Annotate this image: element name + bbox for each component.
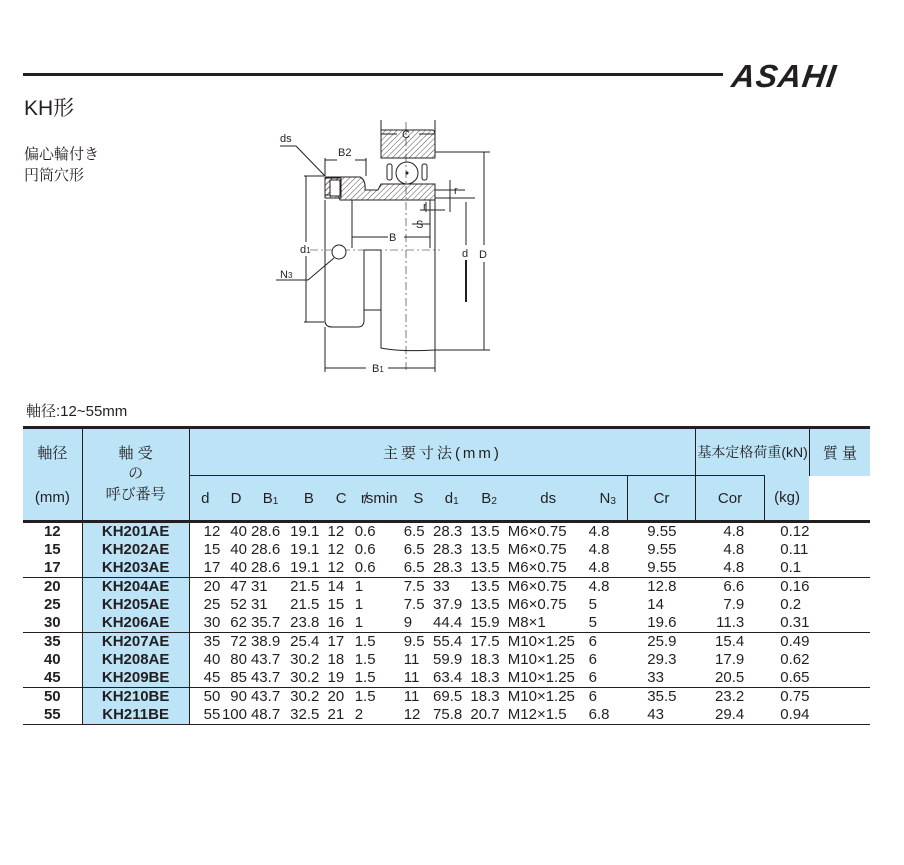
- cell-S: [404, 578, 433, 633]
- cell-d1: [433, 633, 470, 688]
- table-cell: 19: [327, 669, 345, 686]
- table-cell: 55: [203, 706, 221, 723]
- cell-model-number: [82, 688, 189, 725]
- table-cell: 0.75: [780, 688, 810, 705]
- cell-B1: [251, 578, 290, 633]
- table-cell: 7.5: [403, 578, 425, 595]
- subtitle: [24, 144, 99, 186]
- table-cell: 1: [354, 614, 364, 631]
- table-cell: 44.4: [433, 614, 463, 631]
- diagram-label-D: D: [479, 249, 487, 261]
- diagram-label-b1: B1: [372, 363, 384, 375]
- table-cell: 6.6: [723, 578, 745, 595]
- table-cell: 50: [43, 688, 61, 705]
- col-rsmin: r̸smin: [355, 476, 404, 522]
- diagram-label-n3: N3: [280, 269, 293, 281]
- table-cell: 4.8: [723, 541, 745, 558]
- cell-D: [221, 688, 251, 725]
- table-cell: 11: [403, 669, 420, 686]
- table-cell: 45: [43, 669, 61, 686]
- col-ds: ds: [508, 476, 589, 522]
- table-cell: 18.3: [470, 688, 500, 705]
- table-cell: 45: [203, 669, 221, 686]
- diagram-label-b: B: [389, 232, 397, 244]
- table-cell: 0.11: [780, 541, 809, 558]
- table-cell: 31: [250, 596, 268, 613]
- table-cell: 35: [203, 633, 221, 650]
- table-cell: M10×1.25: [507, 669, 575, 686]
- table-cell: 17.9: [715, 651, 745, 668]
- table-row-group: [23, 578, 870, 633]
- header-load-rating: 基本定格荷重(kN): [696, 428, 810, 476]
- table-cell: 17: [203, 559, 221, 576]
- table-cell: 19.1: [290, 523, 320, 540]
- col-Cor: Cor: [696, 476, 764, 522]
- table-cell: 23.8: [290, 614, 320, 631]
- table-cell: 31: [250, 578, 268, 595]
- cell-shaft-dia: [23, 578, 82, 633]
- table-cell: 25.9: [647, 633, 677, 650]
- cell-d: [189, 522, 221, 578]
- cell-N3: [589, 688, 628, 725]
- cell-rsmin: [355, 688, 404, 725]
- header-mass: 質 量: [809, 428, 870, 476]
- table-cell: KH202AE: [101, 541, 170, 558]
- cell-rsmin: [355, 522, 404, 578]
- table-cell: 40: [203, 651, 221, 668]
- table-cell: 62: [230, 614, 247, 631]
- table-cell: 1.5: [354, 669, 376, 686]
- table-cell: 12: [327, 541, 345, 558]
- cell-d1: [433, 578, 470, 633]
- brand-logo: ASAHI: [729, 58, 840, 94]
- cell-B2: [470, 578, 507, 633]
- cell-B2: [470, 633, 507, 688]
- table-cell: 15.9: [470, 614, 500, 631]
- table-cell: 40: [43, 651, 61, 668]
- header-bearing-number: [82, 428, 189, 522]
- table-cell: 25: [43, 596, 61, 613]
- table-cell: 4.8: [723, 559, 745, 576]
- cell-rsmin: [355, 633, 404, 688]
- table-cell: M10×1.25: [507, 688, 575, 705]
- table-cell: 18.3: [470, 651, 500, 668]
- table-cell: M12×1.5: [507, 706, 567, 723]
- table-cell: 28.3: [433, 559, 463, 576]
- subtitle-line: 円筒穴形: [24, 167, 85, 184]
- table-cell: 35.7: [250, 614, 281, 631]
- table-cell: 11: [403, 688, 420, 705]
- cell-mass: [764, 688, 809, 725]
- cell-C: [328, 578, 355, 633]
- cell-mass: [764, 522, 809, 578]
- table-cell: 40: [230, 523, 247, 540]
- table-cell: 4.8: [588, 578, 610, 595]
- table-cell: 85: [230, 669, 247, 686]
- table-cell: 25: [203, 596, 221, 613]
- cell-shaft-dia: [23, 522, 82, 578]
- cell-d1: [433, 688, 470, 725]
- bearing-diagram: [260, 120, 510, 380]
- table-cell: 6: [588, 633, 598, 650]
- table-cell: KH210BE: [101, 688, 170, 705]
- cell-Cor: [696, 633, 764, 688]
- cell-ds: [508, 633, 589, 688]
- table-cell: 6.5: [403, 523, 425, 540]
- table-cell: 20: [43, 578, 61, 595]
- table-cell: 1.5: [354, 633, 376, 650]
- table-cell: 30: [203, 614, 221, 631]
- cell-C: [328, 522, 355, 578]
- cell-d1: [433, 522, 470, 578]
- table-cell: 55: [43, 706, 61, 723]
- table-cell: 0.16: [780, 578, 810, 595]
- table-cell: 5: [588, 596, 598, 613]
- col-d1: $d_1$: [433, 476, 470, 522]
- table-cell: KH203AE: [101, 559, 170, 576]
- cell-D: [221, 578, 251, 633]
- table-cell: 16: [327, 614, 345, 631]
- table-cell: 69.5: [433, 688, 463, 705]
- cell-N3: [589, 578, 628, 633]
- spec-table: [23, 426, 870, 725]
- diagram-label-d1: d1: [300, 244, 311, 256]
- table-cell: 0.94: [780, 706, 810, 723]
- table-cell: 4.8: [588, 559, 610, 576]
- table-cell: KH205AE: [101, 596, 170, 613]
- cell-Cr: [627, 688, 695, 725]
- table-cell: 0.6: [354, 523, 376, 540]
- table-cell: M6×0.75: [507, 541, 567, 558]
- cell-N3: [589, 522, 628, 578]
- table-cell: 0.49: [780, 633, 810, 650]
- shaft-range-label: 軸径:12~55mm: [26, 403, 128, 420]
- table-cell: 0.62: [780, 651, 810, 668]
- header-mass-unit: (kg): [764, 476, 809, 522]
- table-cell: 20: [203, 578, 221, 595]
- diagram-label-r2: r: [423, 201, 427, 213]
- cell-B2: [470, 522, 507, 578]
- table-cell: 1.5: [354, 651, 376, 668]
- table-cell: 2: [354, 706, 364, 723]
- table-cell: 12: [327, 523, 345, 540]
- table-cell: M6×0.75: [507, 596, 567, 613]
- cell-S: [404, 688, 433, 725]
- table-cell: 35: [43, 633, 61, 650]
- header-bearing-line1: 軸 受: [118, 444, 153, 462]
- table-row-group: [23, 522, 870, 578]
- table-cell: 17: [43, 559, 61, 576]
- cell-B: [290, 578, 327, 633]
- cell-N3: [589, 633, 628, 688]
- table-cell: 11: [403, 651, 420, 668]
- table-cell: 4.8: [588, 523, 610, 540]
- diagram-label-ds: ds: [280, 133, 292, 145]
- cell-ds: [508, 688, 589, 725]
- cell-D: [221, 522, 251, 578]
- table-cell: 52: [230, 596, 247, 613]
- table-cell: 9: [403, 614, 413, 631]
- table-cell: 43: [647, 706, 664, 723]
- table-cell: 15: [327, 596, 345, 613]
- table-cell: M10×1.25: [507, 633, 575, 650]
- table-cell: M8×1: [507, 614, 546, 631]
- header-shaft-dia: 軸径: [23, 428, 82, 476]
- table-cell: 7.9: [723, 596, 745, 613]
- table-cell: KH208AE: [101, 651, 170, 668]
- diagram-label-r: r: [454, 185, 458, 197]
- table-cell: 21.5: [290, 596, 320, 613]
- table-cell: 28.6: [250, 559, 281, 576]
- table-cell: KH211BE: [102, 706, 169, 723]
- table-cell: 35.5: [647, 688, 677, 705]
- page-title: KH形: [24, 97, 75, 120]
- table-cell: 43.7: [250, 688, 281, 705]
- table-cell: 1: [354, 596, 364, 613]
- cell-shaft-dia: [23, 688, 82, 725]
- cell-B2: [470, 688, 507, 725]
- cell-ds: [508, 522, 589, 578]
- cell-rsmin: [355, 578, 404, 633]
- table-cell: 14: [647, 596, 664, 613]
- table-cell: 21: [327, 706, 345, 723]
- table-cell: 30.2: [290, 651, 320, 668]
- table-cell: 12: [43, 523, 61, 540]
- table-cell: 6.8: [588, 706, 610, 723]
- cell-Cor: [696, 522, 764, 578]
- table-cell: 20: [327, 688, 345, 705]
- table-cell: 15: [203, 541, 221, 558]
- table-cell: KH207AE: [101, 633, 170, 650]
- col-S: S: [404, 476, 433, 522]
- table-cell: KH206AE: [101, 614, 170, 631]
- table-cell: 18.3: [470, 669, 500, 686]
- cell-mass: [764, 633, 809, 688]
- table-cell: 43.7: [250, 651, 281, 668]
- table-cell: 20.7: [470, 706, 500, 723]
- table-cell: 19.1: [290, 559, 320, 576]
- cell-B: [290, 633, 327, 688]
- top-rule: [23, 73, 723, 76]
- cell-B: [290, 522, 327, 578]
- table-cell: 0.6: [354, 541, 376, 558]
- table-cell: 47: [230, 578, 247, 595]
- cell-Cr: [627, 522, 695, 578]
- col-d: d: [189, 476, 221, 522]
- diagram-label-s: S: [416, 219, 424, 231]
- cell-Cr: [627, 578, 695, 633]
- table-cell: 12: [403, 706, 421, 723]
- table-cell: 9.5: [403, 633, 425, 650]
- cell-model-number: [82, 522, 189, 578]
- table-cell: 23.2: [715, 688, 745, 705]
- col-N3: $N_3$: [589, 476, 628, 522]
- cell-model-number: [82, 633, 189, 688]
- table-cell: 28.3: [433, 523, 463, 540]
- header-shaft-unit: (mm): [23, 476, 82, 522]
- table-cell: 9.55: [647, 523, 677, 540]
- table-cell: 25.4: [290, 633, 320, 650]
- table-cell: 15.4: [715, 633, 745, 650]
- table-cell: 63.4: [433, 669, 463, 686]
- table-cell: 12: [203, 523, 221, 540]
- col-C: C: [328, 476, 355, 522]
- table-cell: 30.2: [290, 688, 320, 705]
- table-cell: 100: [221, 706, 247, 723]
- diagram-label-c: C: [402, 129, 410, 141]
- table-cell: M6×0.75: [507, 523, 567, 540]
- table-cell: M6×0.75: [507, 578, 567, 595]
- cell-S: [404, 633, 433, 688]
- table-cell: 38.9: [250, 633, 281, 650]
- table-cell: 55.4: [433, 633, 463, 650]
- cell-B1: [251, 633, 290, 688]
- table-cell: 6.5: [403, 541, 425, 558]
- cell-Cor: [696, 688, 764, 725]
- table-cell: 29.3: [647, 651, 677, 668]
- table-cell: 18: [327, 651, 345, 668]
- table-cell: 90: [230, 688, 247, 705]
- col-B1: $B_1$: [251, 476, 290, 522]
- spec-table-body: [23, 522, 870, 725]
- cell-C: [328, 633, 355, 688]
- cell-d: [189, 633, 221, 688]
- col-B: B: [290, 476, 327, 522]
- table-cell: 20.5: [715, 669, 745, 686]
- subtitle-line: 偏心輪付き: [24, 146, 100, 163]
- cell-d: [189, 578, 221, 633]
- table-row-group: [23, 688, 870, 725]
- table-cell: 0.31: [780, 614, 810, 631]
- cell-B1: [251, 688, 290, 725]
- cell-ds: [508, 578, 589, 633]
- table-cell: 12: [327, 559, 345, 576]
- table-cell: 28.3: [433, 541, 463, 558]
- table-cell: 40: [230, 559, 247, 576]
- table-cell: 19.1: [290, 541, 320, 558]
- table-cell: 29.4: [715, 706, 745, 723]
- cell-shaft-dia: [23, 633, 82, 688]
- cell-B1: [251, 522, 290, 578]
- cell-d: [189, 688, 221, 725]
- table-cell: 9.55: [647, 541, 677, 558]
- table-cell: 17: [327, 633, 345, 650]
- table-cell: 1: [354, 578, 364, 595]
- table-cell: 12.8: [647, 578, 677, 595]
- table-cell: 59.9: [433, 651, 463, 668]
- table-cell: 21.5: [290, 578, 320, 595]
- table-cell: 30.2: [290, 669, 320, 686]
- table-cell: KH204AE: [101, 578, 170, 595]
- table-cell: 50: [203, 688, 221, 705]
- table-cell: 13.5: [470, 523, 500, 540]
- table-cell: 40: [230, 541, 247, 558]
- table-cell: 6: [588, 651, 598, 668]
- cell-mass: [764, 578, 809, 633]
- table-cell: 37.9: [433, 596, 463, 613]
- table-cell: 32.5: [290, 706, 320, 723]
- table-cell: 0.2: [780, 596, 802, 613]
- table-cell: 75.8: [433, 706, 463, 723]
- table-cell: 4.8: [723, 523, 745, 540]
- table-cell: 11.3: [716, 614, 745, 631]
- table-cell: 0.6: [354, 559, 376, 576]
- cell-C: [328, 688, 355, 725]
- cell-S: [404, 522, 433, 578]
- cell-Cr: [627, 633, 695, 688]
- diagram-label-b2: B2: [338, 147, 352, 159]
- header-bearing-line2: の: [128, 464, 144, 482]
- table-cell: 17.5: [470, 633, 500, 650]
- table-cell: 33: [647, 669, 664, 686]
- table-cell: 43.7: [250, 669, 281, 686]
- table-cell: 0.12: [780, 523, 810, 540]
- table-cell: 13.5: [470, 541, 500, 558]
- cell-Cor: [696, 578, 764, 633]
- table-cell: 19.6: [647, 614, 677, 631]
- table-cell: 72: [230, 633, 247, 650]
- table-cell: 13.5: [470, 559, 500, 576]
- table-cell: 48.7: [250, 706, 281, 723]
- table-cell: 0.65: [780, 669, 810, 686]
- table-cell: 7.5: [403, 596, 425, 613]
- col-B2: $B_2$: [470, 476, 507, 522]
- table-cell: 6: [588, 688, 598, 705]
- col-Cr: Cr: [627, 476, 695, 522]
- table-cell: 4.8: [588, 541, 610, 558]
- table-cell: 13.5: [470, 596, 500, 613]
- table-cell: 14: [327, 578, 345, 595]
- table-cell: 13.5: [470, 578, 500, 595]
- table-cell: 28.6: [250, 523, 281, 540]
- table-cell: 28.6: [250, 541, 281, 558]
- table-cell: KH209BE: [101, 669, 170, 686]
- table-cell: 33: [433, 578, 450, 595]
- table-cell: 0.1: [780, 559, 802, 576]
- table-cell: 30: [43, 614, 61, 631]
- table-cell: M6×0.75: [507, 559, 567, 576]
- header-main-dims: 主要寸法(mm): [189, 428, 696, 476]
- cell-model-number: [82, 578, 189, 633]
- table-cell: 15: [43, 541, 61, 558]
- table-cell: M10×1.25: [507, 651, 575, 668]
- table-cell: 80: [230, 651, 247, 668]
- cell-B: [290, 688, 327, 725]
- table-cell: 5: [588, 614, 598, 631]
- diagram-label-d: d: [462, 248, 469, 260]
- table-cell: 6: [588, 669, 598, 686]
- table-cell: 6.5: [403, 559, 425, 576]
- header-bearing-line3: 呼び番号: [105, 485, 166, 503]
- table-row-group: [23, 633, 870, 688]
- cell-D: [221, 633, 251, 688]
- table-cell: 1.5: [354, 688, 376, 705]
- table-cell: KH201AE: [101, 523, 170, 540]
- table-cell: 9.55: [647, 559, 677, 576]
- col-D: D: [221, 476, 251, 522]
